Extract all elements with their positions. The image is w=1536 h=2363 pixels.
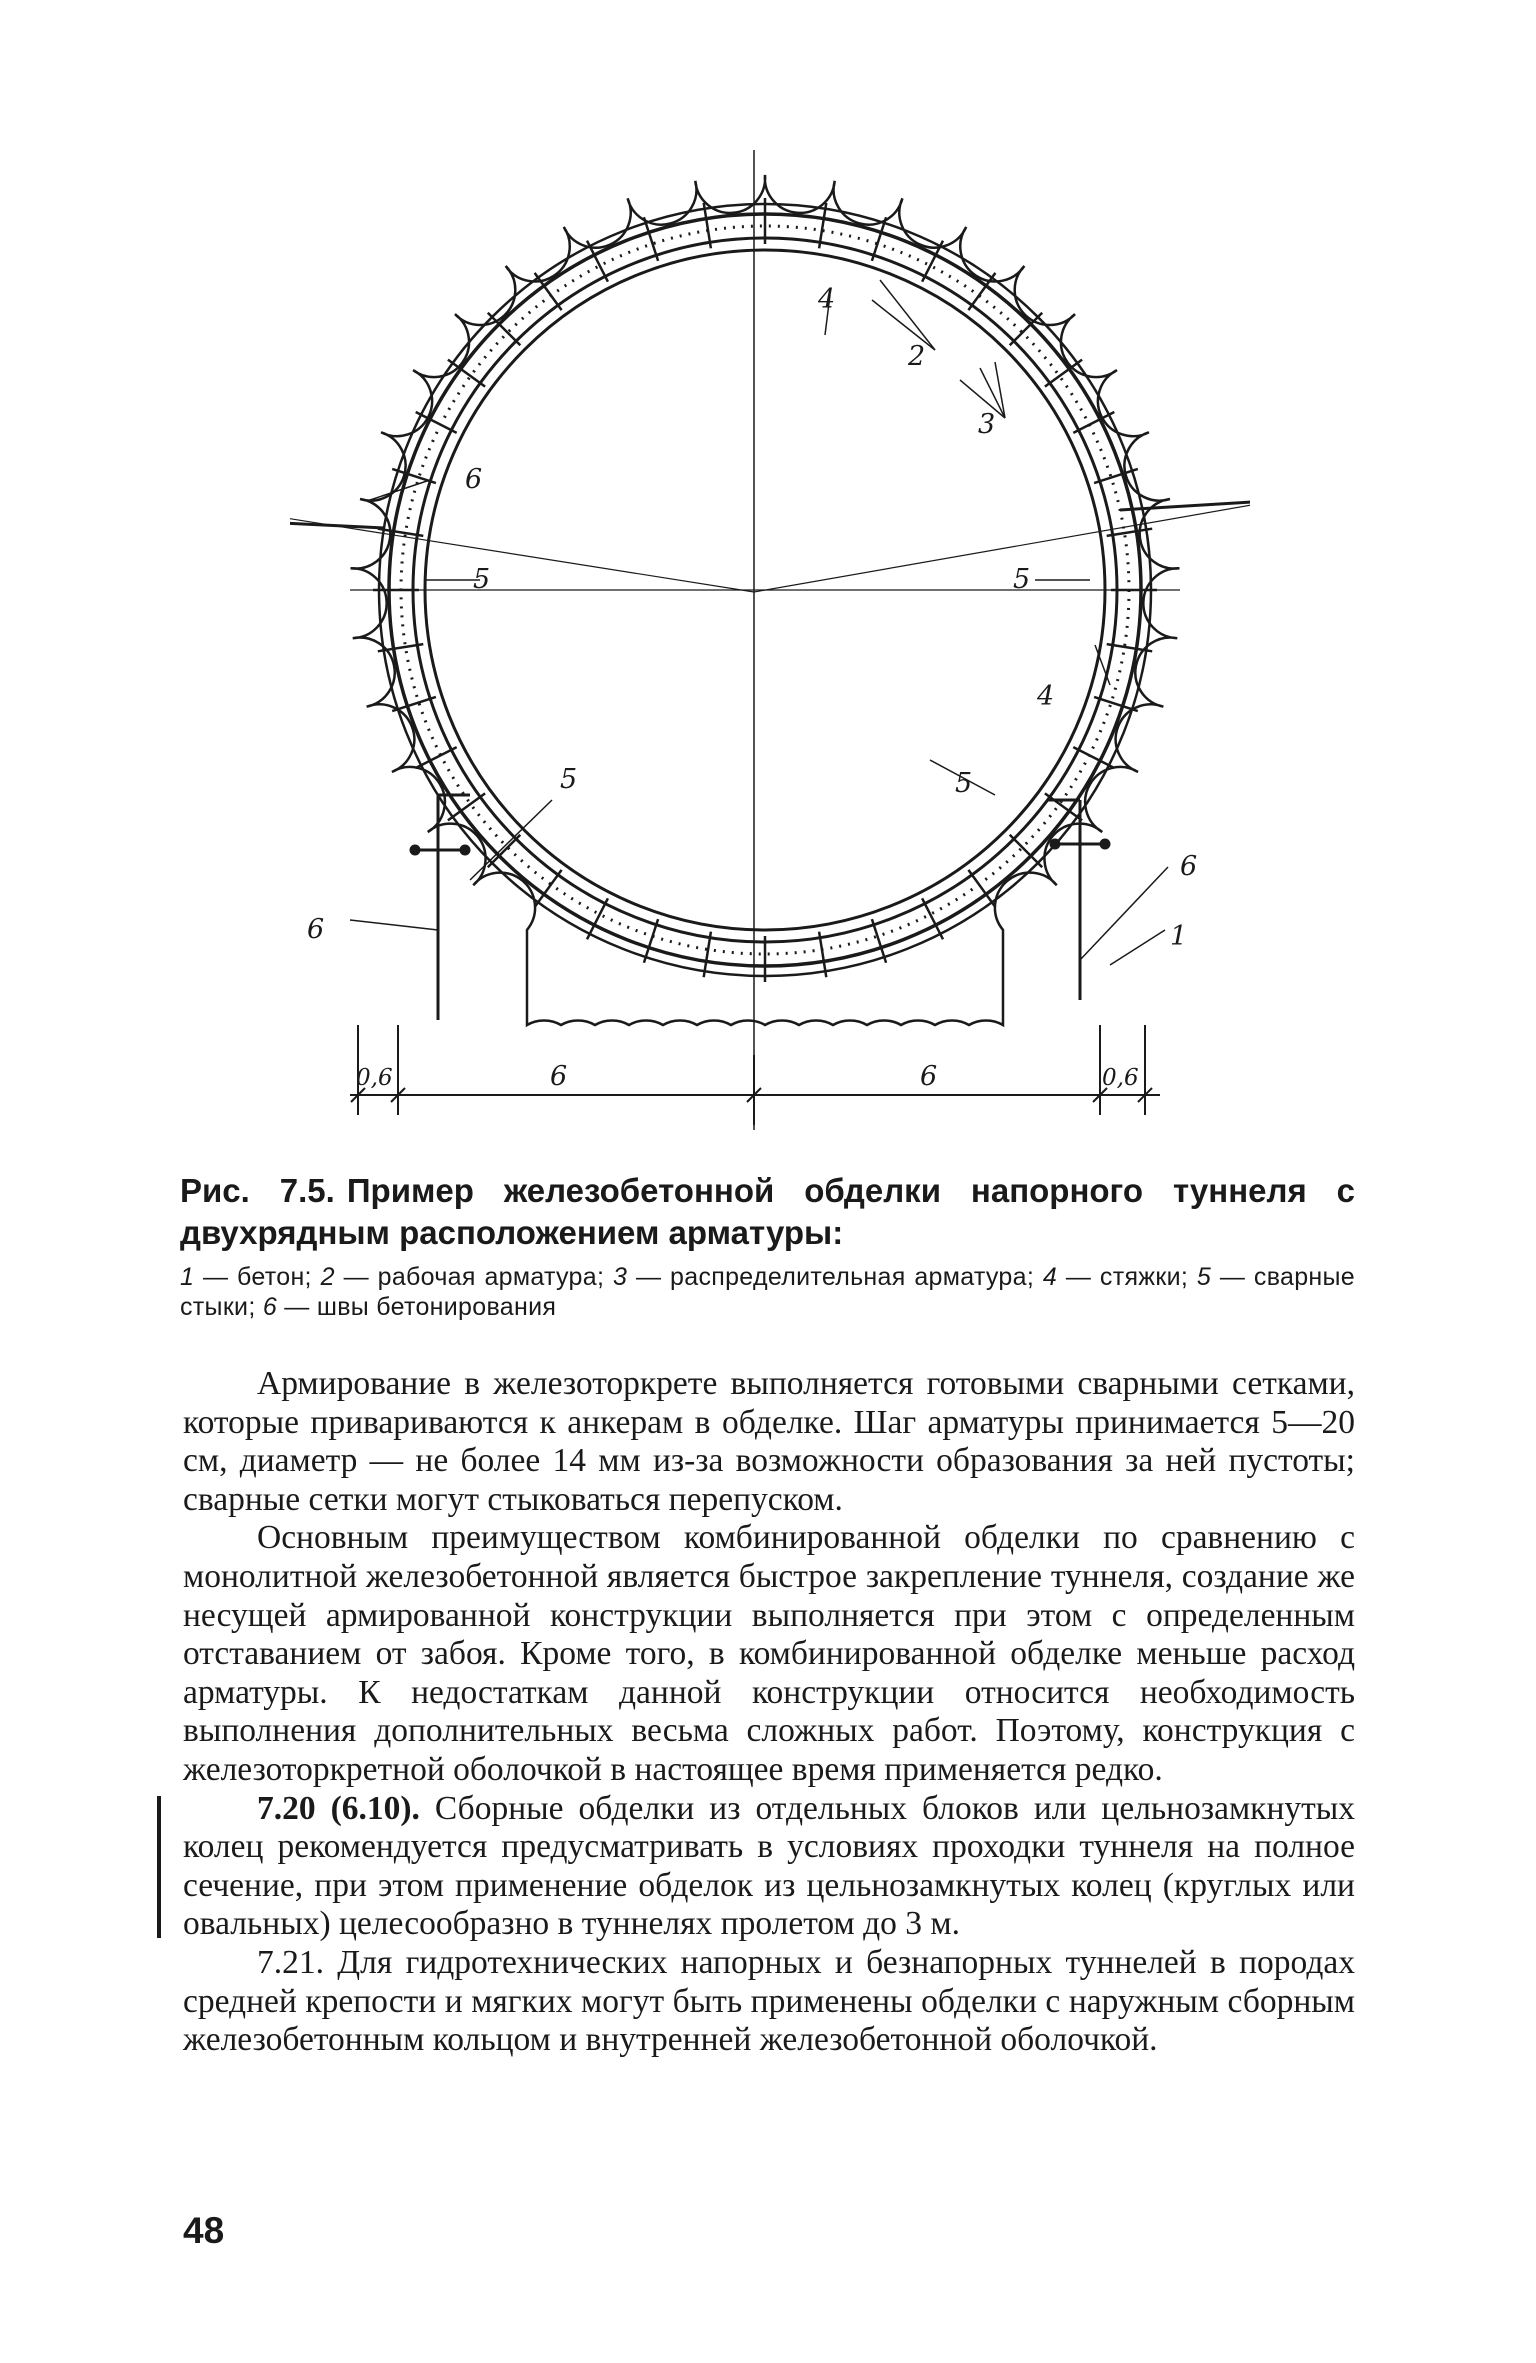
invert-supports bbox=[411, 795, 1109, 1020]
page-number: 48 bbox=[183, 2210, 225, 2251]
stirrup-tie bbox=[416, 747, 457, 768]
callout-5-left: 5 bbox=[473, 564, 491, 595]
radius-line-right bbox=[754, 500, 1250, 592]
callout-6-lower-left: 6 bbox=[307, 914, 325, 945]
callout-2: 2 bbox=[908, 341, 926, 372]
legend-text-3: — распределительная арматура; bbox=[627, 1263, 1043, 1291]
paragraph-reinforcement: Армирование в железоторкрете выполняется готовыми сварными сетками, которые привариваются к анкерам в обделке. Шаг арматуры принимается 5—20 см, диаметр — не более 14 мм из-за возможности образования за ней пустоты; сварные сетки могут стыковаться перепуском. bbox=[183, 1365, 1355, 1518]
paragraph-7-21 bbox=[183, 1944, 1355, 2060]
leader-2-a bbox=[872, 300, 935, 350]
dimension-left-half: 6 bbox=[550, 1061, 568, 1092]
callout-4-side: 4 bbox=[1037, 681, 1055, 712]
paragraph-7-20-text: Сборные обделки из отдельных блоков или цельнозамкнутых колец рекомендуется предусматривать в условиях проходки туннеля на полное сечение, при этом применение обделок из цельнозамкнутых колец (круглых или овальных) целесообразно в туннелях пролетом до 3 м. bbox=[183, 1789, 1356, 1943]
legend-num-4: 4 bbox=[1042, 1263, 1058, 1291]
anchor-right-end-a bbox=[1051, 840, 1059, 848]
caption-legend bbox=[180, 1262, 1355, 1322]
caption-title-text: Пример железобетонной обделки напорного туннеля с двухрядным расположением арматуры: bbox=[180, 1172, 1356, 1251]
legend-text-5: — сварные стыки; bbox=[180, 1263, 1356, 1321]
callout-4-top: 4 bbox=[818, 284, 836, 315]
stirrup-tie bbox=[1073, 747, 1114, 768]
stirrup-tie bbox=[392, 697, 436, 711]
callout-5-right: 5 bbox=[1013, 564, 1031, 595]
axis-lines bbox=[290, 150, 1250, 1130]
stirrup-tie bbox=[587, 898, 608, 939]
legend-num-3: 3 bbox=[612, 1263, 628, 1291]
callout-5-bottom-left: 5 bbox=[560, 764, 578, 795]
legend-num-6: 6 bbox=[262, 1293, 278, 1321]
legend-text-1: — бетон; bbox=[194, 1263, 321, 1291]
clause-number-7-21: 7.21. bbox=[257, 1943, 324, 1981]
figure-number: Рис. 7.5. bbox=[180, 1172, 335, 1209]
callout-6-right: 6 bbox=[1180, 851, 1198, 882]
anchor-right-end-b bbox=[1101, 840, 1109, 848]
callout-1: 1 bbox=[1170, 921, 1188, 952]
leader-6-lower-left bbox=[350, 920, 438, 930]
callout-3: 3 bbox=[978, 409, 996, 440]
leader-1 bbox=[1110, 930, 1165, 965]
anchor-left-end-b bbox=[461, 846, 469, 854]
caption-title bbox=[180, 1170, 1355, 1254]
legend-num-2: 2 bbox=[320, 1263, 335, 1291]
stirrup-tie bbox=[1094, 469, 1138, 483]
callout-5-bottom-right: 5 bbox=[955, 768, 973, 799]
stirrup-tie bbox=[416, 412, 457, 433]
legend-text-2: — рабочая арматура; bbox=[334, 1263, 613, 1291]
excavation-rock-outline bbox=[351, 175, 1180, 1025]
stirrup-tie bbox=[872, 919, 886, 963]
stirrup-tie bbox=[1073, 412, 1114, 433]
anchor-left-end-a bbox=[411, 846, 419, 854]
dimension-right-edge: 0,6 bbox=[1102, 1065, 1139, 1091]
stirrup-tie bbox=[1094, 697, 1138, 711]
dimension-right-half: 6 bbox=[920, 1061, 938, 1092]
stirrup-tie bbox=[644, 919, 658, 963]
paragraph-7-20 bbox=[183, 1790, 1355, 1944]
callout-6-upper-left: 6 bbox=[465, 464, 483, 495]
legend-num-1: 1 bbox=[180, 1263, 195, 1291]
figure-caption bbox=[180, 1170, 1355, 1322]
tunnel-cross-section-drawing bbox=[290, 140, 1250, 1130]
stirrup-tie bbox=[922, 898, 943, 939]
clause-number-7-20: 7.20 (6.10). bbox=[257, 1789, 420, 1827]
dimension-left-edge: 0,6 bbox=[356, 1065, 393, 1091]
dimension-line bbox=[350, 1025, 1160, 1125]
tunnel-lining-figure bbox=[290, 140, 1250, 1130]
legend-num-5: 5 bbox=[1196, 1263, 1212, 1291]
radius-line-left bbox=[290, 510, 754, 592]
paragraph-combined-lining: Основным преимуществом комбинированной обделки по сравнению с монолитной железобетонной является быстрое закрепление туннеля, создание же несущей армированной конструкции выполняется при этом с определенным отставанием от забоя. Кроме того, в комбинированной обделке меньше расход арматуры. К недостаткам данной конструкции относится необходимость выполнения дополнительных весьма сложных работ. Поэтому, конструкция с железоторкретной оболочкой в настоящее время применяется редко. bbox=[183, 1519, 1355, 1788]
legend-text-6: — швы бетонирования bbox=[277, 1293, 557, 1321]
body-text bbox=[183, 1365, 1355, 2060]
legend-text-4: — стяжки; bbox=[1057, 1263, 1197, 1291]
leader-6-right bbox=[1080, 867, 1168, 960]
paragraph-7-21-text: Для гидротехнических напорных и безнапорных туннелей в породах средней крепости и мягких могут быть применены обделки с наружным сборным железобетонным кольцом и внутренней железобетонной оболочкой. bbox=[183, 1943, 1355, 2059]
